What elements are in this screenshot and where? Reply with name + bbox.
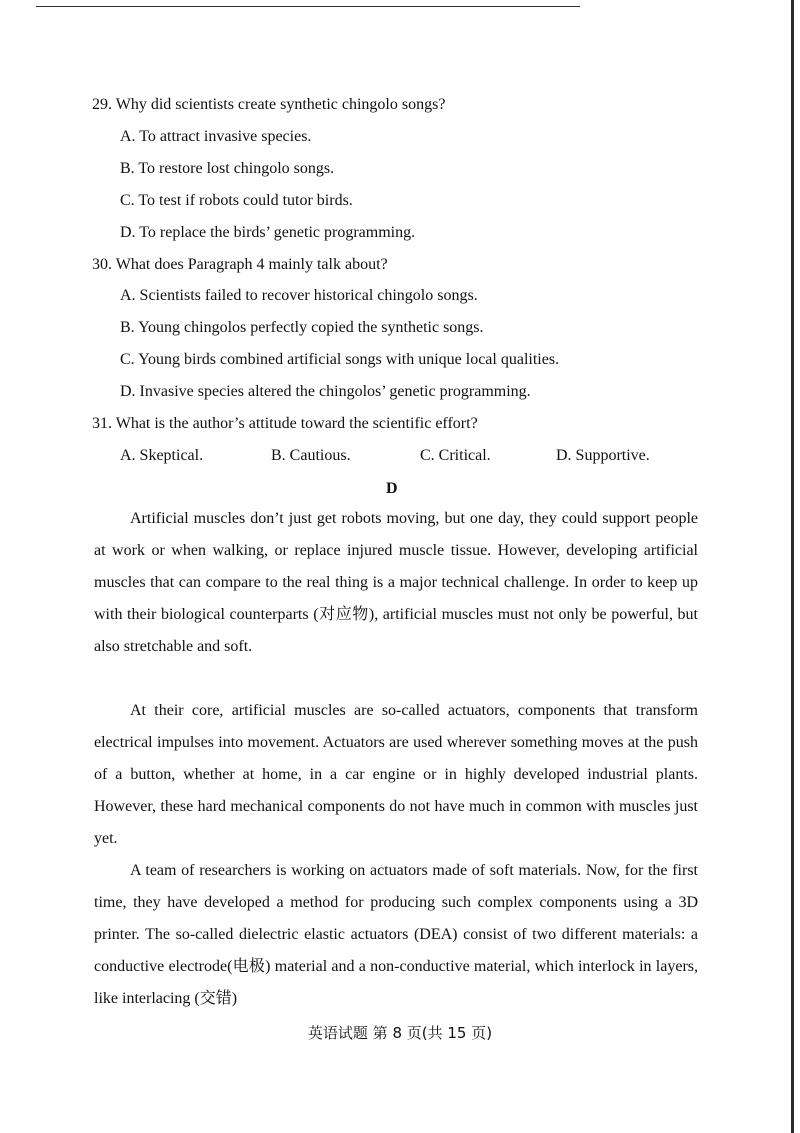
q30-option-c: C. Young birds combined artificial songs with unique local qualities. xyxy=(120,351,560,368)
passage-paragraph-2: At their core, artificial muscles are so-called actuators, components that transform electrical impulses into movement. Actuators are used wherever something moves at the push of a button, whether at home, in a car engine or in highly developed industrial plants. However, these hard mechanical components do not have much in common with muscles just yet. xyxy=(94,702,698,847)
scan-edge xyxy=(791,0,794,1133)
passage-paragraph-3: A team of researchers is working on actuators made of soft materials. Now, for the first time, they have developed a method for producing such complex components using a 3D printer. The so-called dielectric elastic actuators (DEA) consist of two different materials: a conductive electrode(电极) material and a non-conductive material, which interlock in layers, like interlacing (交错) xyxy=(94,862,698,1007)
q30-option-a: A. Scientists failed to recover historical chingolo songs. xyxy=(120,287,478,304)
q31-option-d: D. Supportive. xyxy=(556,447,650,464)
section-letter: D xyxy=(386,480,398,497)
q29-option-b: B. To restore lost chingolo songs. xyxy=(120,160,335,177)
page-footer: 英语试题 第 8 页(共 15 页) xyxy=(307,1024,493,1042)
q31-option-a: A. Skeptical. xyxy=(120,447,204,464)
q31-option-b: B. Cautious. xyxy=(271,447,351,464)
passage-paragraph-1: Artificial muscles don’t just get robots moving, but one day, they could support people at work or when walking, or replace injured muscle tissue. However, developing artificial muscles that can compare to the real thing is a major technical challenge. In order to keep up with their biological counterparts (对应物), artificial muscles must not only be powerful, but also stretchable and soft. xyxy=(94,510,698,655)
question-30: 30. What does Paragraph 4 mainly talk about? xyxy=(92,256,388,273)
q29-option-d: D. To replace the birds’ genetic programming. xyxy=(120,224,416,241)
q30-option-b: B. Young chingolos perfectly copied the synthetic songs. xyxy=(120,319,484,336)
q29-option-a: A. To attract invasive species. xyxy=(120,128,312,145)
q31-option-c: C. Critical. xyxy=(420,447,491,464)
question-29: 29. Why did scientists create synthetic chingolo songs? xyxy=(92,96,446,113)
top-rule xyxy=(36,6,580,7)
q30-option-d: D. Invasive species altered the chingolos’ genetic programming. xyxy=(120,383,531,400)
question-31: 31. What is the author’s attitude toward the scientific effort? xyxy=(92,415,478,432)
q29-option-c: C. To test if robots could tutor birds. xyxy=(120,192,353,209)
